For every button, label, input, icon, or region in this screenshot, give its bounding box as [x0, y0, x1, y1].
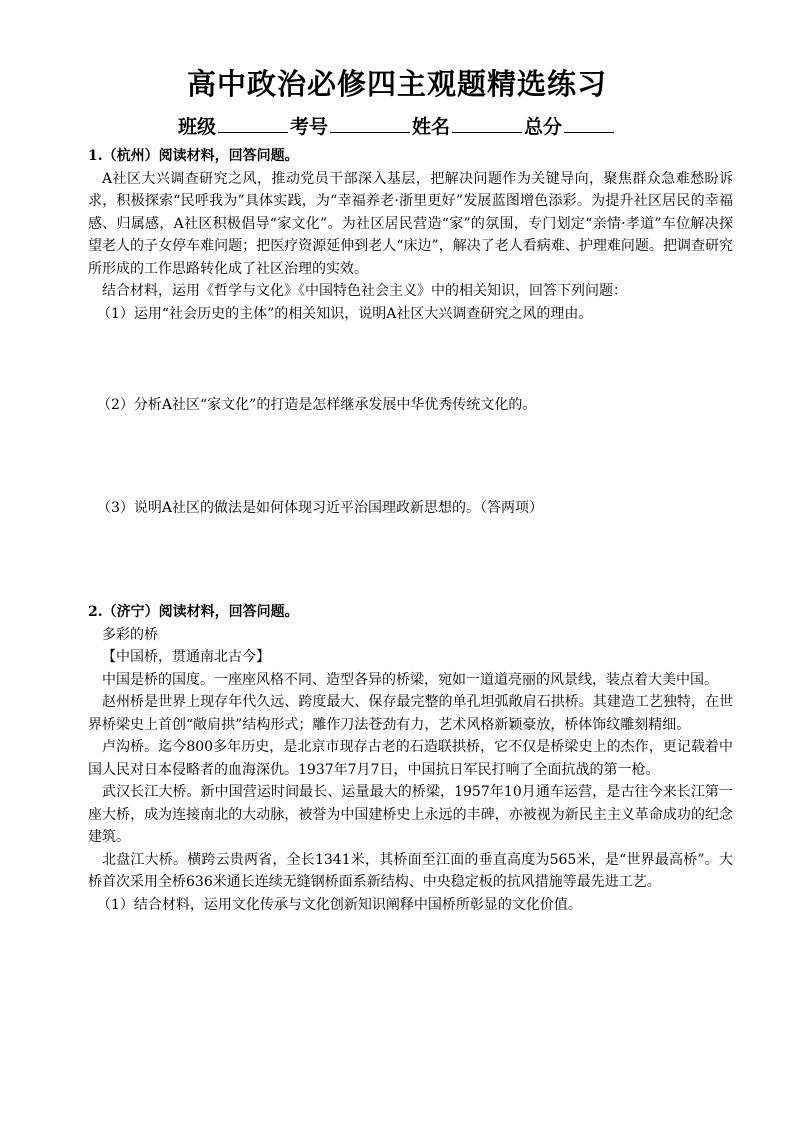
score-blank[interactable] — [564, 114, 614, 133]
question-2-heading: 2.（济宁）阅读材料，回答问题。 — [88, 604, 299, 620]
question-1-sub-3: （3）说明A社区的做法是如何体现习近平治国理政新思想的。（答两项） — [97, 500, 544, 516]
question-1-heading: 1.（杭州）阅读材料，回答问题。 — [88, 148, 299, 164]
question-2-sub-1: （1）结合材料，运用文化传承与文化创新知识阐释中国桥所彰显的文化价值。 — [97, 896, 582, 913]
question-1-material: A社区大兴调查研究之风，推动党员干部深入基层，把解决问题作为关键导向，聚焦群众急难愁盼诉求，积极探索“民呼我为”具体实践，为“幸福养老·浙里更好”发展蓝图增色添彩。为提升社区居民的幸福感、归属感，A社区积极倡导“家文化”。为社区居民营造“家”的氛围，专门划定“亲情·孝道”车位解决探望老人的子女停车难问题；把医疗资源延伸到老人“床边”，解决了老人看病难、护理难问题。把调查研究所形成的工作思路转化成了社区治理的实效。 — [88, 170, 733, 277]
question-2-paragraph: 北盘江大桥。横跨云贵两省，全长1341米，其桥面至江面的垂直高度为565米，是“世界最高桥”。大桥首次采用全桥636米通长连续无缝钢桥面系新结构、中央稳定板的抗风措施等最先进工艺。 — [88, 851, 733, 890]
score-label: 总分 — [524, 116, 563, 138]
exam-no-label: 考号 — [289, 116, 328, 138]
question-2-section-title: 【中国桥，贯通南北古今】 — [102, 649, 270, 665]
question-1-sub-2: （2）分析A社区“家文化”的打造是怎样继承发展中华优秀传统文化的。 — [97, 397, 537, 413]
question-2-paragraph: 中国是桥的国度。一座座风格不同、造型各异的桥梁，宛如一道道亮丽的风景线，装点着大美中国。 — [102, 671, 718, 688]
question-1 — [88, 145, 733, 325]
student-info-line — [0, 112, 794, 139]
question-2-paragraph: 赵州桥是世界上现存年代久远、跨度最大、保存最完整的单孔坦弧敞肩石拱桥。其建造工艺独特，在世界桥梁史上首创“敞肩拱”结构形式；雕作刀法苍劲有力，艺术风格新颖豪放，桥体饰纹雕刻精细。 — [88, 694, 733, 733]
exam-no-blank[interactable] — [330, 114, 410, 133]
question-2-paragraph: 卢沟桥。迄今800多年历史，是北京市现存古老的石造联拱桥，它不仅是桥梁史上的杰作，更记载着中国人民对日本侵略者的血海深仇。1937年7月7日，中国抗日军民打响了全面抗战的第一枪。 — [88, 739, 733, 778]
question-1-instruction: 结合材料，运用《哲学与文化》《中国特色社会主义》中的相关知识，回答下列问题： — [102, 283, 627, 299]
question-2-paragraph: 武汉长江大桥。新中国营运时间最长、运量最大的桥梁，1957年10月通车运营，是古往今来长江第一座大桥，成为连接南北的大动脉，被誉为中国建桥史上永远的丰碑，亦被视为新民主主义革命成功的纪念建筑。 — [88, 784, 733, 845]
name-blank[interactable] — [452, 114, 522, 133]
class-label: 班级 — [177, 116, 216, 138]
question-2-subtitle: 多彩的桥 — [102, 626, 158, 643]
question-1-part-2 — [88, 394, 733, 417]
question-2 — [88, 601, 733, 916]
question-1-part-3 — [88, 497, 733, 520]
class-blank[interactable] — [218, 114, 288, 133]
name-label: 姓名 — [412, 116, 451, 138]
page-title: 高中政治必修四主观题精选练习 — [186, 67, 607, 101]
question-1-sub-1: （1）运用“社会历史的主体”的相关知识，说明A社区大兴调查研究之风的理由。 — [97, 305, 593, 322]
